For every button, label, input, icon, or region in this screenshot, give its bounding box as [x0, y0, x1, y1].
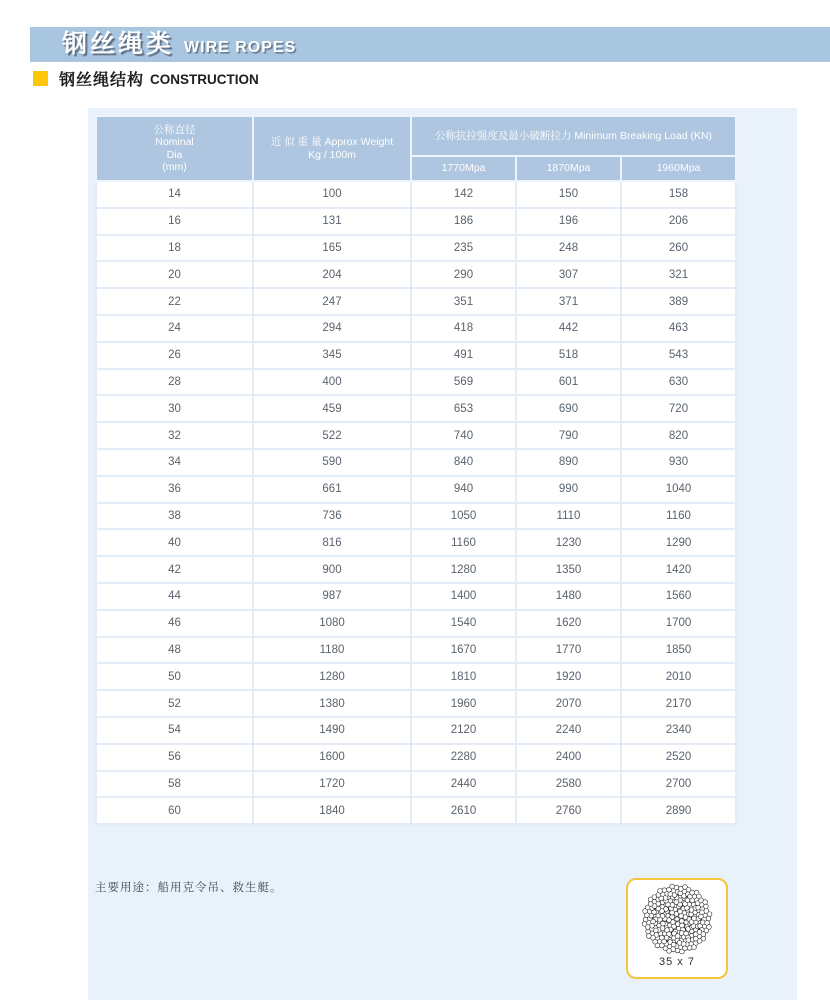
table-cell: 1560 [621, 583, 736, 610]
table-cell: 1050 [411, 503, 516, 530]
table-cell: 204 [253, 261, 411, 288]
header-1960mpa: 1960Mpa [621, 156, 736, 181]
table-cell: 518 [516, 342, 621, 369]
header-line: Nominal [155, 136, 194, 148]
table-cell: 2340 [621, 717, 736, 744]
table-row [96, 235, 736, 262]
table-cell: 1810 [411, 663, 516, 690]
table-cell: 248 [516, 235, 621, 262]
table-cell: 14 [96, 181, 253, 208]
table-cell: 100 [253, 181, 411, 208]
table-cell: 196 [516, 208, 621, 235]
header-nominal-dia [96, 116, 253, 181]
table-row [96, 663, 736, 690]
section-header [33, 67, 259, 90]
table-cell: 1700 [621, 610, 736, 637]
header-breaking-load-group: 公称抗拉强度及最小破断拉力 Minimum Breaking Load (KN) [411, 116, 736, 156]
banner-title-en: WIRE ROPES [184, 38, 297, 56]
table-cell: 463 [621, 315, 736, 342]
table-cell: 1840 [253, 797, 411, 824]
table-cell: 54 [96, 717, 253, 744]
table-cell: 1040 [621, 476, 736, 503]
table-row [96, 369, 736, 396]
rope-figure-caption: 35 x 7 [659, 956, 695, 968]
table-cell: 890 [516, 449, 621, 476]
table-cell: 44 [96, 583, 253, 610]
table-cell: 206 [621, 208, 736, 235]
table-cell: 816 [253, 529, 411, 556]
table-cell: 2170 [621, 690, 736, 717]
table-cell: 1180 [253, 637, 411, 664]
table-cell: 371 [516, 288, 621, 315]
table-cell: 2010 [621, 663, 736, 690]
table-cell: 1420 [621, 556, 736, 583]
header-line: 公称直径 [153, 123, 196, 136]
table-cell: 40 [96, 529, 253, 556]
table-cell: 24 [96, 315, 253, 342]
table-cell: 351 [411, 288, 516, 315]
table-cell: 16 [96, 208, 253, 235]
table-cell: 1670 [411, 637, 516, 664]
table-cell: 38 [96, 503, 253, 530]
table-cell: 20 [96, 261, 253, 288]
table-cell: 290 [411, 261, 516, 288]
table-cell: 1230 [516, 529, 621, 556]
section-title-zh: 钢丝绳结构 [59, 72, 145, 89]
table-cell: 2890 [621, 797, 736, 824]
table-cell: 131 [253, 208, 411, 235]
table-cell: 987 [253, 583, 411, 610]
table-cell: 46 [96, 610, 253, 637]
table-cell: 1620 [516, 610, 621, 637]
table-cell: 820 [621, 422, 736, 449]
table-cell: 1280 [253, 663, 411, 690]
table-cell: 247 [253, 288, 411, 315]
table-cell: 653 [411, 395, 516, 422]
table-cell: 1290 [621, 529, 736, 556]
section-title-en: CONSTRUCTION [150, 72, 259, 87]
table-cell: 1480 [516, 583, 621, 610]
table-cell: 736 [253, 503, 411, 530]
table-cell: 990 [516, 476, 621, 503]
table-cell: 42 [96, 556, 253, 583]
table-header [96, 116, 736, 181]
table-cell: 522 [253, 422, 411, 449]
table-cell: 1490 [253, 717, 411, 744]
table-cell: 740 [411, 422, 516, 449]
table-cell: 2120 [411, 717, 516, 744]
header-1870mpa: 1870Mpa [516, 156, 621, 181]
table-cell: 601 [516, 369, 621, 396]
table-row [96, 717, 736, 744]
table-row [96, 181, 736, 208]
table-cell: 389 [621, 288, 736, 315]
table-row [96, 637, 736, 664]
table-cell: 2400 [516, 744, 621, 771]
table-cell: 56 [96, 744, 253, 771]
table-cell: 165 [253, 235, 411, 262]
table-cell: 28 [96, 369, 253, 396]
table-cell: 630 [621, 369, 736, 396]
table-row [96, 744, 736, 771]
table-cell: 590 [253, 449, 411, 476]
table-cell: 790 [516, 422, 621, 449]
table-cell: 1160 [621, 503, 736, 530]
table-row [96, 610, 736, 637]
table-row [96, 503, 736, 530]
table-cell: 400 [253, 369, 411, 396]
table-cell: 418 [411, 315, 516, 342]
table-row [96, 422, 736, 449]
table-cell: 543 [621, 342, 736, 369]
table-row [96, 261, 736, 288]
table-cell: 840 [411, 449, 516, 476]
table-cell: 2070 [516, 690, 621, 717]
table-row [96, 797, 736, 824]
table-cell: 2700 [621, 771, 736, 798]
table-cell: 158 [621, 181, 736, 208]
banner-title-zh: 钢丝绳类 [62, 30, 175, 58]
table-cell: 2240 [516, 717, 621, 744]
header-1770mpa: 1770Mpa [411, 156, 516, 181]
table-cell: 321 [621, 261, 736, 288]
table-cell: 1110 [516, 503, 621, 530]
table-cell: 60 [96, 797, 253, 824]
table-cell: 26 [96, 342, 253, 369]
header-line: (mm) [162, 161, 187, 173]
table-cell: 260 [621, 235, 736, 262]
table-cell: 1720 [253, 771, 411, 798]
header-line: Dia [166, 148, 183, 161]
table-cell: 58 [96, 771, 253, 798]
usage-note: 主要用途：船用克令吊、救生艇。 [95, 882, 283, 894]
table-cell: 2610 [411, 797, 516, 824]
table-row [96, 690, 736, 717]
table-cell: 1600 [253, 744, 411, 771]
table-cell: 294 [253, 315, 411, 342]
table-cell: 1380 [253, 690, 411, 717]
table-cell: 1280 [411, 556, 516, 583]
table-cell: 1850 [621, 637, 736, 664]
table-cell: 1160 [411, 529, 516, 556]
table-cell: 1540 [411, 610, 516, 637]
table-cell: 2280 [411, 744, 516, 771]
table-row [96, 342, 736, 369]
table-body [96, 181, 736, 824]
table-cell: 50 [96, 663, 253, 690]
table-cell: 150 [516, 181, 621, 208]
table-cell: 235 [411, 235, 516, 262]
header-approx-weight [253, 116, 411, 181]
table-cell: 2520 [621, 744, 736, 771]
table-cell: 1960 [411, 690, 516, 717]
table-cell: 36 [96, 476, 253, 503]
table-cell: 940 [411, 476, 516, 503]
table-cell: 18 [96, 235, 253, 262]
table-row [96, 288, 736, 315]
table-cell: 442 [516, 315, 621, 342]
table-cell: 2440 [411, 771, 516, 798]
table-row [96, 583, 736, 610]
table-cell: 900 [253, 556, 411, 583]
table-cell: 48 [96, 637, 253, 664]
table-cell: 30 [96, 395, 253, 422]
table-cell: 32 [96, 422, 253, 449]
table-cell: 491 [411, 342, 516, 369]
yellow-square-icon [33, 71, 48, 86]
table-cell: 1770 [516, 637, 621, 664]
table-cell: 2760 [516, 797, 621, 824]
table-cell: 1350 [516, 556, 621, 583]
table-cell: 459 [253, 395, 411, 422]
table-cell: 2580 [516, 771, 621, 798]
table-cell: 142 [411, 181, 516, 208]
table-cell: 1400 [411, 583, 516, 610]
table-cell: 22 [96, 288, 253, 315]
table-row [96, 529, 736, 556]
table-cell: 345 [253, 342, 411, 369]
table-cell: 930 [621, 449, 736, 476]
table-row [96, 771, 736, 798]
page-banner [30, 27, 830, 62]
table-row [96, 449, 736, 476]
table-cell: 1920 [516, 663, 621, 690]
table-cell: 720 [621, 395, 736, 422]
table-cell: 569 [411, 369, 516, 396]
rope-cross-section-diagram [639, 883, 715, 955]
table-cell: 1080 [253, 610, 411, 637]
table-row [96, 556, 736, 583]
table-cell: 690 [516, 395, 621, 422]
table-row [96, 315, 736, 342]
table-row [96, 395, 736, 422]
header-line: 近 似 重 量 Approx Weight [270, 136, 394, 148]
table-cell: 307 [516, 261, 621, 288]
table-row [96, 208, 736, 235]
wire-rope-spec-table [95, 115, 737, 825]
rope-figure [626, 878, 728, 979]
table-cell: 186 [411, 208, 516, 235]
header-line: Kg / 100m [308, 148, 356, 161]
table-cell: 34 [96, 449, 253, 476]
table-cell: 52 [96, 690, 253, 717]
table-cell: 661 [253, 476, 411, 503]
table-row [96, 476, 736, 503]
